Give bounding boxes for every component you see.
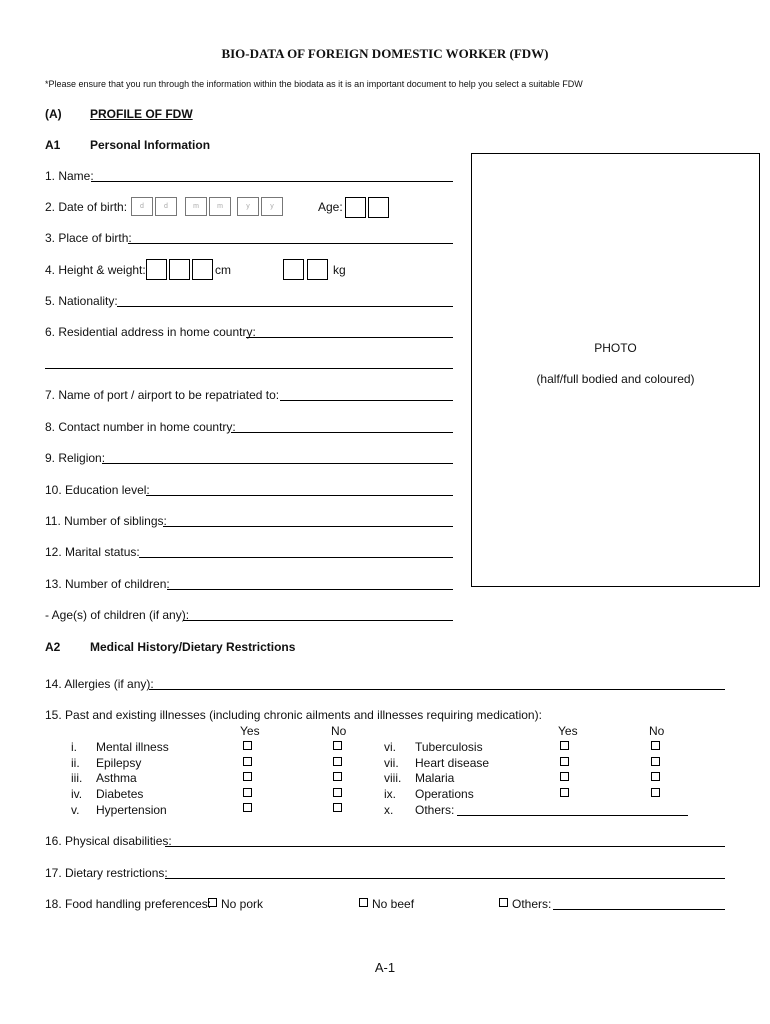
illness-yes-checkbox[interactable] bbox=[243, 741, 252, 750]
allergies-field[interactable] bbox=[149, 689, 725, 690]
marital-status-label: 12. Marital status: bbox=[45, 545, 140, 559]
children-ages-field[interactable] bbox=[183, 620, 453, 621]
port-field[interactable] bbox=[280, 400, 453, 401]
place-of-birth-field[interactable] bbox=[128, 243, 453, 244]
illness-name: Tuberculosis bbox=[415, 740, 483, 754]
dob-day-2[interactable]: d bbox=[155, 197, 177, 216]
illness-num: v. bbox=[71, 803, 80, 817]
port-label: 7. Name of port / airport to be repatriated to: bbox=[45, 388, 280, 402]
contact-label: 8. Contact number in home country: bbox=[45, 420, 236, 434]
weight-box-2[interactable] bbox=[307, 259, 328, 280]
height-box-2[interactable] bbox=[169, 259, 190, 280]
illness-name: Operations bbox=[415, 787, 474, 801]
no-pork-label: No pork bbox=[221, 897, 264, 911]
disabilities-label: 16. Physical disabilities: bbox=[45, 834, 172, 848]
illness-name: Heart disease bbox=[415, 756, 490, 770]
nationality-label: 5. Nationality: bbox=[45, 294, 118, 308]
illness-yes-checkbox[interactable] bbox=[243, 788, 252, 797]
illness-num: vi. bbox=[384, 740, 396, 754]
address-label: 6. Residential address in home country: bbox=[45, 325, 256, 339]
illness-name: Malaria bbox=[415, 771, 455, 785]
disabilities-field[interactable] bbox=[165, 846, 725, 847]
children-ages-label: - Age(s) of children (if any): bbox=[45, 608, 190, 622]
dob-year-2[interactable]: y bbox=[261, 197, 283, 216]
marital-status-field[interactable] bbox=[139, 557, 453, 558]
illness-name: Diabetes bbox=[96, 787, 144, 801]
illness-no-checkbox[interactable] bbox=[651, 741, 660, 750]
photo-box[interactable] bbox=[471, 153, 760, 587]
no-header-left: No bbox=[331, 724, 347, 738]
dob-month-1[interactable]: m bbox=[185, 197, 207, 216]
height-weight-label: 4. Height & weight: bbox=[45, 263, 146, 277]
others-checkbox[interactable] bbox=[499, 898, 508, 907]
siblings-field[interactable] bbox=[163, 526, 453, 527]
photo-sublabel: (half/full bodied and coloured) bbox=[536, 372, 695, 386]
other-illness-field[interactable] bbox=[457, 815, 688, 816]
illness-name: Asthma bbox=[96, 771, 137, 785]
a1-title: Personal Information bbox=[90, 138, 211, 152]
age-box-2[interactable] bbox=[368, 197, 389, 218]
section-a-title: PROFILE OF FDW bbox=[90, 107, 193, 121]
page-title: BIO-DATA OF FOREIGN DOMESTIC WORKER (FDW) bbox=[221, 46, 549, 61]
dob-month-2[interactable]: m bbox=[209, 197, 231, 216]
illness-yes-checkbox[interactable] bbox=[560, 788, 569, 797]
a2-code: A2 bbox=[45, 640, 61, 654]
siblings-label: 11. Number of siblings: bbox=[45, 514, 167, 528]
instruction-note: *Please ensure that you run through the information within the biodata as it is an important document to help you select a suitable FDW bbox=[45, 79, 583, 89]
height-box-1[interactable] bbox=[146, 259, 167, 280]
children-label: 13. Number of children: bbox=[45, 577, 170, 591]
children-field[interactable] bbox=[167, 589, 453, 590]
allergies-label: 14. Allergies (if any): bbox=[45, 677, 154, 691]
dietary-label: 17. Dietary restrictions: bbox=[45, 866, 168, 880]
address-field-1[interactable] bbox=[246, 337, 453, 338]
illness-no-checkbox[interactable] bbox=[651, 757, 660, 766]
illness-yes-checkbox[interactable] bbox=[560, 741, 569, 750]
illnesses-label: 15. Past and existing illnesses (including chronic ailments and illnesses requiring medication): bbox=[45, 708, 542, 722]
illness-num: ii. bbox=[71, 756, 80, 770]
name-label: 1. Name: bbox=[45, 169, 94, 183]
illness-yes-checkbox[interactable] bbox=[560, 757, 569, 766]
illness-name: Epilepsy bbox=[96, 756, 142, 770]
address-field-2[interactable] bbox=[45, 368, 453, 369]
dietary-field[interactable] bbox=[165, 878, 725, 879]
illness-no-checkbox[interactable] bbox=[651, 788, 660, 797]
dob-label: 2. Date of birth: bbox=[45, 200, 128, 214]
page-number: A-1 bbox=[374, 960, 396, 975]
illness-no-checkbox[interactable] bbox=[333, 741, 342, 750]
illness-yes-checkbox[interactable] bbox=[243, 757, 252, 766]
illness-num: vii. bbox=[384, 756, 399, 770]
weight-box-1[interactable] bbox=[283, 259, 304, 280]
yes-header-left: Yes bbox=[240, 724, 260, 738]
illness-name: Mental illness bbox=[96, 740, 169, 754]
contact-field[interactable] bbox=[231, 432, 453, 433]
a2-title: Medical History/Dietary Restrictions bbox=[90, 640, 296, 654]
food-handling-label: 18. Food handling preferences: bbox=[45, 897, 212, 911]
illness-name: Others: bbox=[415, 803, 455, 817]
illness-yes-checkbox[interactable] bbox=[243, 772, 252, 781]
illness-no-checkbox[interactable] bbox=[651, 772, 660, 781]
others-label: Others: bbox=[512, 897, 552, 911]
others-field[interactable] bbox=[553, 909, 725, 910]
illness-num: ix. bbox=[384, 787, 396, 801]
illness-no-checkbox[interactable] bbox=[333, 788, 342, 797]
illness-no-checkbox[interactable] bbox=[333, 772, 342, 781]
illness-no-checkbox[interactable] bbox=[333, 803, 342, 812]
illness-no-checkbox[interactable] bbox=[333, 757, 342, 766]
illness-name: Hypertension bbox=[96, 803, 167, 817]
dob-day-1[interactable]: d bbox=[131, 197, 153, 216]
education-label: 10. Education level: bbox=[45, 483, 150, 497]
cm-label: cm bbox=[215, 263, 231, 277]
illness-num: x. bbox=[384, 803, 394, 817]
no-beef-checkbox[interactable] bbox=[359, 898, 368, 907]
kg-label: kg bbox=[333, 263, 346, 277]
a1-code: A1 bbox=[45, 138, 61, 152]
photo-label: PHOTO bbox=[594, 341, 637, 355]
illness-num: viii. bbox=[384, 771, 402, 785]
illness-num: iv. bbox=[71, 787, 83, 801]
section-a-code: (A) bbox=[45, 107, 62, 121]
age-box-1[interactable] bbox=[345, 197, 366, 218]
age-label: Age: bbox=[318, 200, 343, 214]
religion-field[interactable] bbox=[102, 463, 453, 464]
dob-year-1[interactable]: y bbox=[237, 197, 259, 216]
yes-header-right: Yes bbox=[558, 724, 578, 738]
illness-yes-checkbox[interactable] bbox=[560, 772, 569, 781]
no-beef-label: No beef bbox=[372, 897, 415, 911]
nationality-field[interactable] bbox=[117, 306, 453, 307]
education-field[interactable] bbox=[146, 495, 453, 496]
illness-num: iii. bbox=[71, 771, 83, 785]
place-of-birth-label: 3. Place of birth: bbox=[45, 231, 132, 245]
religion-label: 9. Religion: bbox=[45, 451, 106, 465]
height-box-3[interactable] bbox=[192, 259, 213, 280]
name-field[interactable] bbox=[91, 181, 453, 182]
no-pork-checkbox[interactable] bbox=[208, 898, 217, 907]
illness-yes-checkbox[interactable] bbox=[243, 803, 252, 812]
no-header-right: No bbox=[649, 724, 665, 738]
illness-num: i. bbox=[71, 740, 77, 754]
